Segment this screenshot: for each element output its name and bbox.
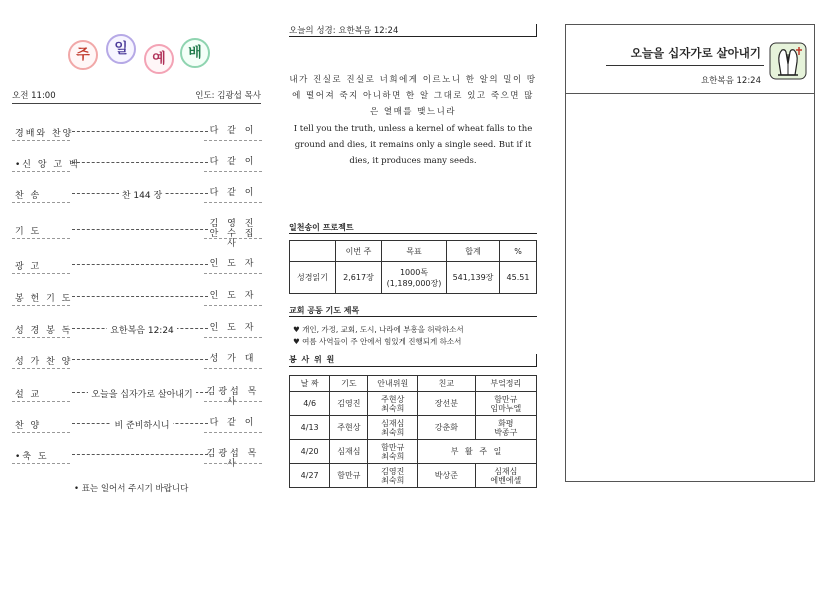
table-cell: 1000독 (1,189,000장) bbox=[382, 262, 447, 294]
divider bbox=[12, 401, 70, 402]
service-team-table bbox=[289, 375, 537, 488]
prayer-item: ♥ 여름 사역들이 주 안에서 힘있게 진행되게 하소서 bbox=[293, 337, 462, 346]
divider bbox=[72, 162, 208, 163]
table-cell: 4/27 bbox=[290, 464, 330, 488]
table-cell: 함만규 최숙희 bbox=[368, 440, 418, 464]
divider bbox=[204, 171, 262, 172]
order-person: 성 가 대 bbox=[209, 354, 257, 364]
order-label: •신 앙 고 백 bbox=[15, 160, 80, 170]
divider bbox=[566, 93, 814, 94]
service-time-row bbox=[12, 89, 261, 104]
title-char: 주 bbox=[68, 40, 98, 70]
order-row bbox=[12, 219, 262, 252]
divider bbox=[12, 463, 70, 464]
divider bbox=[12, 273, 70, 274]
divider bbox=[204, 432, 262, 433]
order-row bbox=[12, 155, 262, 185]
order-person: 인 도 자 bbox=[209, 259, 257, 269]
order-row bbox=[12, 416, 262, 446]
service-leader: 인도: 김광섭 목사 bbox=[195, 91, 261, 101]
divider bbox=[606, 65, 764, 66]
order-label: 설 교 bbox=[15, 390, 42, 400]
table-header: 합계 bbox=[447, 241, 500, 262]
divider bbox=[12, 305, 70, 306]
prayer-heading: 교회 공동 기도 제목 bbox=[289, 305, 537, 317]
order-person: 김광섭 목사 bbox=[206, 449, 260, 469]
order-label: •축 도 bbox=[15, 452, 49, 462]
table-header: 기도 bbox=[330, 376, 368, 392]
order-row bbox=[12, 124, 262, 154]
table-cell: 화평 박종구 bbox=[475, 416, 536, 440]
order-person: 다 같 이 bbox=[209, 157, 257, 167]
divider bbox=[72, 229, 208, 230]
project-heading: 일천송이 프로젝트 bbox=[289, 222, 537, 234]
table-header: 목표 bbox=[382, 241, 447, 262]
table-cell: 김영진 최숙희 bbox=[368, 464, 418, 488]
table-cell: 김영진 bbox=[330, 392, 368, 416]
table-cell: 심재심 에벤에셀 bbox=[475, 464, 536, 488]
table-cell: 주현상 최숙희 bbox=[368, 392, 418, 416]
order-row bbox=[12, 289, 262, 319]
divider bbox=[12, 238, 70, 239]
order-detail: 찬 144 장 bbox=[74, 188, 210, 201]
table-cell: 함만규 bbox=[330, 464, 368, 488]
order-label: 성 가 찬 양 bbox=[15, 357, 73, 367]
order-row bbox=[12, 385, 262, 415]
verse-heading: 오늘의 성경: 요한복음 12:24 bbox=[289, 24, 537, 37]
service-team-heading: 봉 사 위 원 bbox=[289, 354, 537, 367]
table-header: 안내위원 bbox=[368, 376, 418, 392]
divider bbox=[204, 140, 262, 141]
divider bbox=[72, 264, 208, 265]
divider bbox=[204, 238, 262, 239]
sermon-title: 오늘을 십자가로 살아내기 bbox=[630, 46, 761, 60]
order-detail: 비 준비하시니 bbox=[74, 418, 210, 431]
order-person: 다 같 이 bbox=[209, 126, 257, 136]
order-person: 인 도 자 bbox=[209, 291, 257, 301]
table-cell: 강춘화 bbox=[418, 416, 475, 440]
divider bbox=[72, 359, 208, 360]
order-person: 인 도 자 bbox=[209, 323, 257, 333]
divider bbox=[12, 171, 70, 172]
order-person: 김광섭 목사 bbox=[206, 387, 260, 407]
order-row bbox=[12, 186, 262, 216]
divider bbox=[204, 202, 262, 203]
title-char: 예 bbox=[144, 44, 174, 74]
sermon-reference: 요한복음 12:24 bbox=[700, 76, 761, 86]
table-header: 친교 bbox=[418, 376, 475, 392]
order-label: 봉 헌 기 도 bbox=[15, 294, 73, 304]
order-row bbox=[12, 352, 262, 382]
divider bbox=[72, 131, 208, 132]
standing-note: • 표는 일어서 주시기 바랍니다 bbox=[74, 484, 189, 494]
table-cell: 부 활 주 일 bbox=[418, 440, 537, 464]
table-cell: 4/20 bbox=[290, 440, 330, 464]
prayer-item: ♥ 개인, 가정, 교회, 도시, 나라에 부흥을 허락하소서 bbox=[293, 325, 464, 334]
divider bbox=[204, 401, 262, 402]
service-time: 오전 11:00 bbox=[12, 91, 56, 101]
order-row bbox=[12, 321, 262, 351]
table-header: 날 짜 bbox=[290, 376, 330, 392]
table-cell: 장선분 bbox=[418, 392, 475, 416]
divider bbox=[12, 432, 70, 433]
table-cell: 4/6 bbox=[290, 392, 330, 416]
table-cell: 박상준 bbox=[418, 464, 475, 488]
divider bbox=[12, 140, 70, 141]
verse-english: I tell you the truth, unless a kernel of wheat falls to the ground and dies, it remains only a single seed. But if it dies, it produces many seeds. bbox=[293, 124, 533, 166]
order-label: 경배와 찬양 bbox=[15, 129, 74, 139]
divider bbox=[72, 454, 208, 455]
order-detail: 요한복음 12:24 bbox=[74, 323, 210, 336]
divider bbox=[12, 202, 70, 203]
table-cell: 541,139장 bbox=[447, 262, 500, 294]
divider bbox=[204, 305, 262, 306]
divider bbox=[204, 273, 262, 274]
order-person: 다 같 이 bbox=[209, 418, 257, 428]
divider bbox=[204, 368, 262, 369]
table-cell: 주현상 bbox=[330, 416, 368, 440]
order-label: 찬 송 bbox=[15, 191, 42, 201]
table-header: % bbox=[500, 241, 537, 262]
order-row bbox=[12, 447, 262, 477]
table-cell: 함만규 임마누엘 bbox=[475, 392, 536, 416]
divider bbox=[72, 296, 208, 297]
divider bbox=[12, 337, 70, 338]
table-cell: 심재심 bbox=[330, 440, 368, 464]
sermon-panel bbox=[565, 24, 815, 482]
table-cell: 2,617장 bbox=[336, 262, 382, 294]
order-label: 성 경 봉 독 bbox=[15, 326, 73, 336]
table-header: 부엌정리 bbox=[475, 376, 536, 392]
table-header bbox=[290, 241, 336, 262]
divider bbox=[12, 368, 70, 369]
praying-hands-icon bbox=[769, 42, 807, 80]
order-row bbox=[12, 257, 262, 287]
divider bbox=[204, 337, 262, 338]
order-label: 기 도 bbox=[15, 227, 42, 237]
verse-korean: 내가 진실로 진실로 너희에게 이르노니 한 알의 밀이 땅에 떨어져 죽지 아니하면 한 알 그대로 있고 죽으면 많은 열매를 맺느니라 bbox=[289, 75, 537, 117]
order-label: 광 고 bbox=[15, 262, 42, 272]
table-cell: 성경읽기 bbox=[290, 262, 336, 294]
table-header: 이번 주 bbox=[336, 241, 382, 262]
table-cell: 45.51 bbox=[500, 262, 537, 294]
title-char: 일 bbox=[106, 34, 136, 64]
table-cell: 4/13 bbox=[290, 416, 330, 440]
order-detail: 오늘을 십자가로 살아내기 bbox=[74, 387, 210, 400]
order-person: 다 같 이 bbox=[209, 188, 257, 198]
table-cell: 심재심 최숙희 bbox=[368, 416, 418, 440]
service-title bbox=[68, 38, 218, 72]
order-label: 찬 양 bbox=[15, 421, 42, 431]
project-table bbox=[289, 240, 537, 294]
divider bbox=[204, 463, 262, 464]
title-char: 배 bbox=[180, 38, 210, 68]
order-person: 김 영 진 안 수 집 사 bbox=[209, 219, 257, 249]
